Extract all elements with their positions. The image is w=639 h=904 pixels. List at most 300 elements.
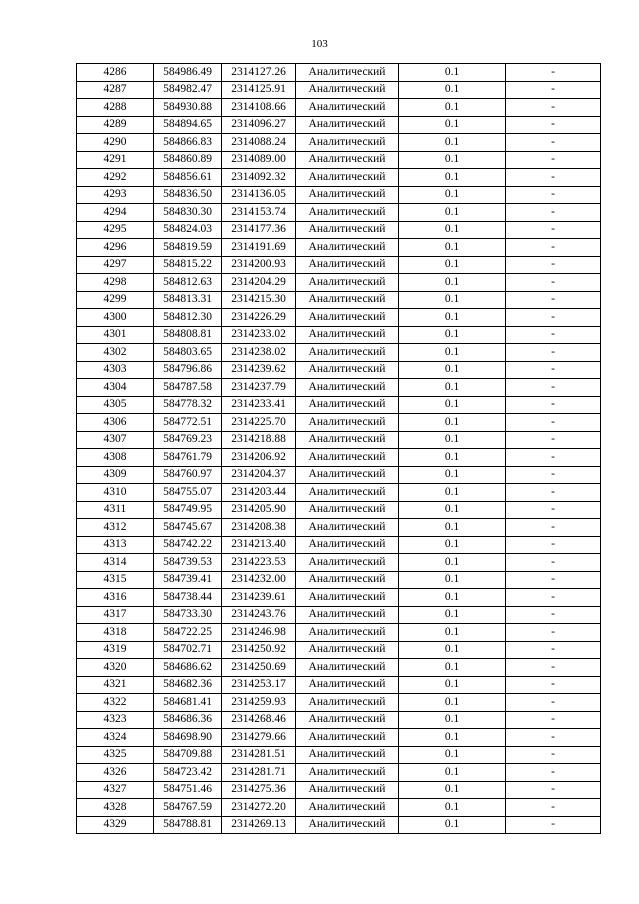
x-coordinate-cell: 584778.32 <box>154 396 222 414</box>
point-number-cell: 4329 <box>77 816 154 834</box>
accuracy-cell: 0.1 <box>399 799 506 817</box>
table-row <box>77 466 601 484</box>
method-cell: Аналитический <box>296 64 399 82</box>
note-cell: - <box>506 431 601 449</box>
table-row <box>77 571 601 589</box>
x-coordinate-cell: 584742.22 <box>154 536 222 554</box>
y-coordinate-cell: 2314213.40 <box>222 536 296 554</box>
accuracy-cell: 0.1 <box>399 379 506 397</box>
note-cell: - <box>506 746 601 764</box>
x-coordinate-cell: 584812.30 <box>154 309 222 327</box>
point-number-cell: 4294 <box>77 204 154 222</box>
accuracy-cell: 0.1 <box>399 449 506 467</box>
accuracy-cell: 0.1 <box>399 554 506 572</box>
x-coordinate-cell: 584830.30 <box>154 204 222 222</box>
point-number-cell: 4293 <box>77 186 154 204</box>
table-row <box>77 641 601 659</box>
note-cell: - <box>506 81 601 99</box>
method-cell: Аналитический <box>296 536 399 554</box>
x-coordinate-cell: 584769.23 <box>154 431 222 449</box>
y-coordinate-cell: 2314237.79 <box>222 379 296 397</box>
x-coordinate-cell: 584930.88 <box>154 99 222 117</box>
y-coordinate-cell: 2314272.20 <box>222 799 296 817</box>
table-row <box>77 116 601 134</box>
table-row <box>77 414 601 432</box>
accuracy-cell: 0.1 <box>399 711 506 729</box>
note-cell: - <box>506 501 601 519</box>
method-cell: Аналитический <box>296 501 399 519</box>
accuracy-cell: 0.1 <box>399 221 506 239</box>
method-cell: Аналитический <box>296 816 399 834</box>
y-coordinate-cell: 2314253.17 <box>222 676 296 694</box>
y-coordinate-cell: 2314250.92 <box>222 641 296 659</box>
method-cell: Аналитический <box>296 204 399 222</box>
method-cell: Аналитический <box>296 781 399 799</box>
point-number-cell: 4305 <box>77 396 154 414</box>
x-coordinate-cell: 584698.90 <box>154 729 222 747</box>
table-row <box>77 221 601 239</box>
note-cell: - <box>506 64 601 82</box>
x-coordinate-cell: 584739.41 <box>154 571 222 589</box>
note-cell: - <box>506 571 601 589</box>
accuracy-cell: 0.1 <box>399 326 506 344</box>
y-coordinate-cell: 2314205.90 <box>222 501 296 519</box>
method-cell: Аналитический <box>296 396 399 414</box>
y-coordinate-cell: 2314281.71 <box>222 764 296 782</box>
note-cell: - <box>506 519 601 537</box>
method-cell: Аналитический <box>296 309 399 327</box>
page-number: 103 <box>311 38 328 50</box>
method-cell: Аналитический <box>296 641 399 659</box>
point-number-cell: 4295 <box>77 221 154 239</box>
method-cell: Аналитический <box>296 519 399 537</box>
x-coordinate-cell: 584709.88 <box>154 746 222 764</box>
y-coordinate-cell: 2314226.29 <box>222 309 296 327</box>
table-row <box>77 274 601 292</box>
table-row <box>77 99 601 117</box>
table-row <box>77 361 601 379</box>
point-number-cell: 4302 <box>77 344 154 362</box>
table-row <box>77 746 601 764</box>
y-coordinate-cell: 2314233.02 <box>222 326 296 344</box>
note-cell: - <box>506 449 601 467</box>
accuracy-cell: 0.1 <box>399 781 506 799</box>
note-cell: - <box>506 134 601 152</box>
point-number-cell: 4306 <box>77 414 154 432</box>
y-coordinate-cell: 2314259.93 <box>222 694 296 712</box>
table-row <box>77 519 601 537</box>
x-coordinate-cell: 584751.46 <box>154 781 222 799</box>
y-coordinate-cell: 2314281.51 <box>222 746 296 764</box>
point-number-cell: 4299 <box>77 291 154 309</box>
x-coordinate-cell: 584681.41 <box>154 694 222 712</box>
note-cell: - <box>506 344 601 362</box>
note-cell: - <box>506 221 601 239</box>
method-cell: Аналитический <box>296 746 399 764</box>
note-cell: - <box>506 554 601 572</box>
note-cell: - <box>506 379 601 397</box>
table-row <box>77 449 601 467</box>
point-number-cell: 4324 <box>77 729 154 747</box>
accuracy-cell: 0.1 <box>399 81 506 99</box>
method-cell: Аналитический <box>296 151 399 169</box>
method-cell: Аналитический <box>296 449 399 467</box>
y-coordinate-cell: 2314206.92 <box>222 449 296 467</box>
table-row <box>77 729 601 747</box>
coordinates-table <box>76 63 601 834</box>
method-cell: Аналитический <box>296 274 399 292</box>
accuracy-cell: 0.1 <box>399 274 506 292</box>
point-number-cell: 4298 <box>77 274 154 292</box>
table-row <box>77 81 601 99</box>
point-number-cell: 4310 <box>77 484 154 502</box>
method-cell: Аналитический <box>296 589 399 607</box>
y-coordinate-cell: 2314243.76 <box>222 606 296 624</box>
point-number-cell: 4287 <box>77 81 154 99</box>
point-number-cell: 4328 <box>77 799 154 817</box>
accuracy-cell: 0.1 <box>399 694 506 712</box>
point-number-cell: 4327 <box>77 781 154 799</box>
y-coordinate-cell: 2314125.91 <box>222 81 296 99</box>
y-coordinate-cell: 2314136.05 <box>222 186 296 204</box>
point-number-cell: 4286 <box>77 64 154 82</box>
y-coordinate-cell: 2314088.24 <box>222 134 296 152</box>
table-row <box>77 624 601 642</box>
note-cell: - <box>506 536 601 554</box>
y-coordinate-cell: 2314246.98 <box>222 624 296 642</box>
point-number-cell: 4315 <box>77 571 154 589</box>
point-number-cell: 4303 <box>77 361 154 379</box>
x-coordinate-cell: 584686.62 <box>154 659 222 677</box>
note-cell: - <box>506 641 601 659</box>
accuracy-cell: 0.1 <box>399 536 506 554</box>
x-coordinate-cell: 584702.71 <box>154 641 222 659</box>
method-cell: Аналитический <box>296 624 399 642</box>
method-cell: Аналитический <box>296 484 399 502</box>
point-number-cell: 4297 <box>77 256 154 274</box>
note-cell: - <box>506 466 601 484</box>
accuracy-cell: 0.1 <box>399 116 506 134</box>
method-cell: Аналитический <box>296 711 399 729</box>
y-coordinate-cell: 2314232.00 <box>222 571 296 589</box>
y-coordinate-cell: 2314238.02 <box>222 344 296 362</box>
note-cell: - <box>506 659 601 677</box>
table-row <box>77 169 601 187</box>
y-coordinate-cell: 2314089.00 <box>222 151 296 169</box>
method-cell: Аналитический <box>296 799 399 817</box>
note-cell: - <box>506 624 601 642</box>
accuracy-cell: 0.1 <box>399 256 506 274</box>
point-number-cell: 4300 <box>77 309 154 327</box>
x-coordinate-cell: 584760.97 <box>154 466 222 484</box>
point-number-cell: 4318 <box>77 624 154 642</box>
table-row <box>77 239 601 257</box>
note-cell: - <box>506 256 601 274</box>
x-coordinate-cell: 584813.31 <box>154 291 222 309</box>
x-coordinate-cell: 584982.47 <box>154 81 222 99</box>
note-cell: - <box>506 186 601 204</box>
method-cell: Аналитический <box>296 291 399 309</box>
table-row <box>77 554 601 572</box>
x-coordinate-cell: 584860.89 <box>154 151 222 169</box>
note-cell: - <box>506 676 601 694</box>
method-cell: Аналитический <box>296 466 399 484</box>
table-row <box>77 186 601 204</box>
method-cell: Аналитический <box>296 606 399 624</box>
y-coordinate-cell: 2314096.27 <box>222 116 296 134</box>
y-coordinate-cell: 2314225.70 <box>222 414 296 432</box>
accuracy-cell: 0.1 <box>399 729 506 747</box>
y-coordinate-cell: 2314223.53 <box>222 554 296 572</box>
x-coordinate-cell: 584866.83 <box>154 134 222 152</box>
accuracy-cell: 0.1 <box>399 134 506 152</box>
accuracy-cell: 0.1 <box>399 519 506 537</box>
table-row <box>77 291 601 309</box>
point-number-cell: 4313 <box>77 536 154 554</box>
y-coordinate-cell: 2314279.66 <box>222 729 296 747</box>
note-cell: - <box>506 204 601 222</box>
note-cell: - <box>506 396 601 414</box>
point-number-cell: 4314 <box>77 554 154 572</box>
accuracy-cell: 0.1 <box>399 746 506 764</box>
note-cell: - <box>506 169 601 187</box>
x-coordinate-cell: 584772.51 <box>154 414 222 432</box>
x-coordinate-cell: 584761.79 <box>154 449 222 467</box>
table-row <box>77 711 601 729</box>
y-coordinate-cell: 2314269.13 <box>222 816 296 834</box>
method-cell: Аналитический <box>296 676 399 694</box>
note-cell: - <box>506 99 601 117</box>
note-cell: - <box>506 361 601 379</box>
point-number-cell: 4312 <box>77 519 154 537</box>
method-cell: Аналитический <box>296 186 399 204</box>
point-number-cell: 4304 <box>77 379 154 397</box>
table-row <box>77 501 601 519</box>
x-coordinate-cell: 584856.61 <box>154 169 222 187</box>
note-cell: - <box>506 729 601 747</box>
y-coordinate-cell: 2314218.88 <box>222 431 296 449</box>
method-cell: Аналитический <box>296 256 399 274</box>
accuracy-cell: 0.1 <box>399 361 506 379</box>
accuracy-cell: 0.1 <box>399 204 506 222</box>
x-coordinate-cell: 584986.49 <box>154 64 222 82</box>
method-cell: Аналитический <box>296 116 399 134</box>
table-row <box>77 396 601 414</box>
method-cell: Аналитический <box>296 344 399 362</box>
y-coordinate-cell: 2314127.26 <box>222 64 296 82</box>
accuracy-cell: 0.1 <box>399 291 506 309</box>
method-cell: Аналитический <box>296 134 399 152</box>
table-row <box>77 151 601 169</box>
x-coordinate-cell: 584836.50 <box>154 186 222 204</box>
table-row <box>77 256 601 274</box>
y-coordinate-cell: 2314092.32 <box>222 169 296 187</box>
accuracy-cell: 0.1 <box>399 816 506 834</box>
x-coordinate-cell: 584808.81 <box>154 326 222 344</box>
note-cell: - <box>506 274 601 292</box>
point-number-cell: 4326 <box>77 764 154 782</box>
y-coordinate-cell: 2314268.46 <box>222 711 296 729</box>
table-row <box>77 589 601 607</box>
note-cell: - <box>506 711 601 729</box>
note-cell: - <box>506 291 601 309</box>
point-number-cell: 4296 <box>77 239 154 257</box>
table-row <box>77 799 601 817</box>
x-coordinate-cell: 584745.67 <box>154 519 222 537</box>
accuracy-cell: 0.1 <box>399 309 506 327</box>
method-cell: Аналитический <box>296 169 399 187</box>
x-coordinate-cell: 584686.36 <box>154 711 222 729</box>
y-coordinate-cell: 2314239.62 <box>222 361 296 379</box>
point-number-cell: 4309 <box>77 466 154 484</box>
method-cell: Аналитический <box>296 431 399 449</box>
accuracy-cell: 0.1 <box>399 64 506 82</box>
point-number-cell: 4320 <box>77 659 154 677</box>
x-coordinate-cell: 584755.07 <box>154 484 222 502</box>
point-number-cell: 4307 <box>77 431 154 449</box>
accuracy-cell: 0.1 <box>399 431 506 449</box>
y-coordinate-cell: 2314177.36 <box>222 221 296 239</box>
x-coordinate-cell: 584788.81 <box>154 816 222 834</box>
table-row <box>77 309 601 327</box>
table-row <box>77 536 601 554</box>
table-row <box>77 431 601 449</box>
method-cell: Аналитический <box>296 554 399 572</box>
accuracy-cell: 0.1 <box>399 396 506 414</box>
point-number-cell: 4308 <box>77 449 154 467</box>
accuracy-cell: 0.1 <box>399 151 506 169</box>
y-coordinate-cell: 2314204.37 <box>222 466 296 484</box>
point-number-cell: 4321 <box>77 676 154 694</box>
point-number-cell: 4292 <box>77 169 154 187</box>
accuracy-cell: 0.1 <box>399 641 506 659</box>
table-row <box>77 326 601 344</box>
table-row <box>77 781 601 799</box>
note-cell: - <box>506 816 601 834</box>
accuracy-cell: 0.1 <box>399 484 506 502</box>
note-cell: - <box>506 151 601 169</box>
point-number-cell: 4319 <box>77 641 154 659</box>
note-cell: - <box>506 326 601 344</box>
accuracy-cell: 0.1 <box>399 169 506 187</box>
method-cell: Аналитический <box>296 729 399 747</box>
accuracy-cell: 0.1 <box>399 186 506 204</box>
accuracy-cell: 0.1 <box>399 344 506 362</box>
y-coordinate-cell: 2314275.36 <box>222 781 296 799</box>
accuracy-cell: 0.1 <box>399 589 506 607</box>
method-cell: Аналитический <box>296 414 399 432</box>
table-row <box>77 484 601 502</box>
x-coordinate-cell: 584815.22 <box>154 256 222 274</box>
point-number-cell: 4316 <box>77 589 154 607</box>
method-cell: Аналитический <box>296 659 399 677</box>
accuracy-cell: 0.1 <box>399 571 506 589</box>
note-cell: - <box>506 606 601 624</box>
accuracy-cell: 0.1 <box>399 606 506 624</box>
method-cell: Аналитический <box>296 99 399 117</box>
method-cell: Аналитический <box>296 361 399 379</box>
note-cell: - <box>506 799 601 817</box>
y-coordinate-cell: 2314203.44 <box>222 484 296 502</box>
accuracy-cell: 0.1 <box>399 764 506 782</box>
x-coordinate-cell: 584722.25 <box>154 624 222 642</box>
table-row <box>77 659 601 677</box>
table-row <box>77 606 601 624</box>
x-coordinate-cell: 584803.65 <box>154 344 222 362</box>
accuracy-cell: 0.1 <box>399 659 506 677</box>
note-cell: - <box>506 239 601 257</box>
note-cell: - <box>506 694 601 712</box>
point-number-cell: 4322 <box>77 694 154 712</box>
y-coordinate-cell: 2314208.38 <box>222 519 296 537</box>
accuracy-cell: 0.1 <box>399 676 506 694</box>
y-coordinate-cell: 2314215.30 <box>222 291 296 309</box>
note-cell: - <box>506 484 601 502</box>
x-coordinate-cell: 584812.63 <box>154 274 222 292</box>
method-cell: Аналитический <box>296 326 399 344</box>
table-row <box>77 694 601 712</box>
y-coordinate-cell: 2314233.41 <box>222 396 296 414</box>
point-number-cell: 4325 <box>77 746 154 764</box>
point-number-cell: 4311 <box>77 501 154 519</box>
accuracy-cell: 0.1 <box>399 501 506 519</box>
x-coordinate-cell: 584824.03 <box>154 221 222 239</box>
x-coordinate-cell: 584723.42 <box>154 764 222 782</box>
accuracy-cell: 0.1 <box>399 624 506 642</box>
table-row <box>77 134 601 152</box>
y-coordinate-cell: 2314108.66 <box>222 99 296 117</box>
table-row <box>77 816 601 834</box>
point-number-cell: 4317 <box>77 606 154 624</box>
method-cell: Аналитический <box>296 81 399 99</box>
note-cell: - <box>506 764 601 782</box>
coordinates-table-body <box>77 64 601 834</box>
table-row <box>77 764 601 782</box>
point-number-cell: 4301 <box>77 326 154 344</box>
x-coordinate-cell: 584894.65 <box>154 116 222 134</box>
x-coordinate-cell: 584738.44 <box>154 589 222 607</box>
x-coordinate-cell: 584796.86 <box>154 361 222 379</box>
point-number-cell: 4323 <box>77 711 154 729</box>
note-cell: - <box>506 781 601 799</box>
table-row <box>77 64 601 82</box>
point-number-cell: 4290 <box>77 134 154 152</box>
x-coordinate-cell: 584819.59 <box>154 239 222 257</box>
method-cell: Аналитический <box>296 694 399 712</box>
y-coordinate-cell: 2314200.93 <box>222 256 296 274</box>
x-coordinate-cell: 584767.59 <box>154 799 222 817</box>
method-cell: Аналитический <box>296 221 399 239</box>
x-coordinate-cell: 584787.58 <box>154 379 222 397</box>
y-coordinate-cell: 2314191.69 <box>222 239 296 257</box>
accuracy-cell: 0.1 <box>399 466 506 484</box>
method-cell: Аналитический <box>296 764 399 782</box>
y-coordinate-cell: 2314239.61 <box>222 589 296 607</box>
note-cell: - <box>506 414 601 432</box>
point-number-cell: 4291 <box>77 151 154 169</box>
table-row <box>77 204 601 222</box>
method-cell: Аналитический <box>296 239 399 257</box>
table-row <box>77 344 601 362</box>
point-number-cell: 4289 <box>77 116 154 134</box>
note-cell: - <box>506 309 601 327</box>
y-coordinate-cell: 2314250.69 <box>222 659 296 677</box>
accuracy-cell: 0.1 <box>399 99 506 117</box>
note-cell: - <box>506 116 601 134</box>
table-row <box>77 379 601 397</box>
method-cell: Аналитический <box>296 379 399 397</box>
y-coordinate-cell: 2314204.29 <box>222 274 296 292</box>
